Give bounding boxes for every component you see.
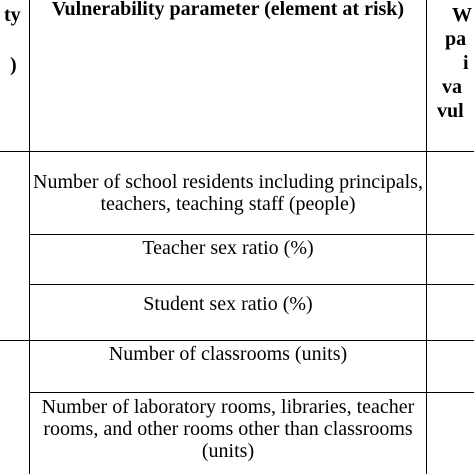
table-row-cell: Teacher sex ratio (%) xyxy=(142,237,314,259)
row-divider xyxy=(29,392,474,393)
column-divider-right xyxy=(426,0,427,474)
left-header-fragment-2: ) xyxy=(10,54,17,76)
column-header: Vulnerability parameter (element at risk) xyxy=(51,0,405,20)
right-header-fragment-3: i xyxy=(463,52,469,74)
table-row-cell: Number of classrooms (units) xyxy=(108,343,348,365)
right-header-fragment-4: va xyxy=(442,76,462,98)
left-header-fragment-1: ty xyxy=(4,4,21,26)
right-header-fragment-2: pa xyxy=(445,28,467,50)
table-row-cell: Number of laboratory rooms, libraries, teacher rooms, and other rooms other than classrooms (units) xyxy=(41,396,415,462)
right-header-fragment-5: vul xyxy=(437,100,464,122)
table-row-cell: Number of school residents including principals, teachers, teaching staff (people) xyxy=(33,171,423,215)
table-row-cell: Student sex ratio (%) xyxy=(143,293,313,315)
right-header-fragment-1: W xyxy=(452,4,472,26)
